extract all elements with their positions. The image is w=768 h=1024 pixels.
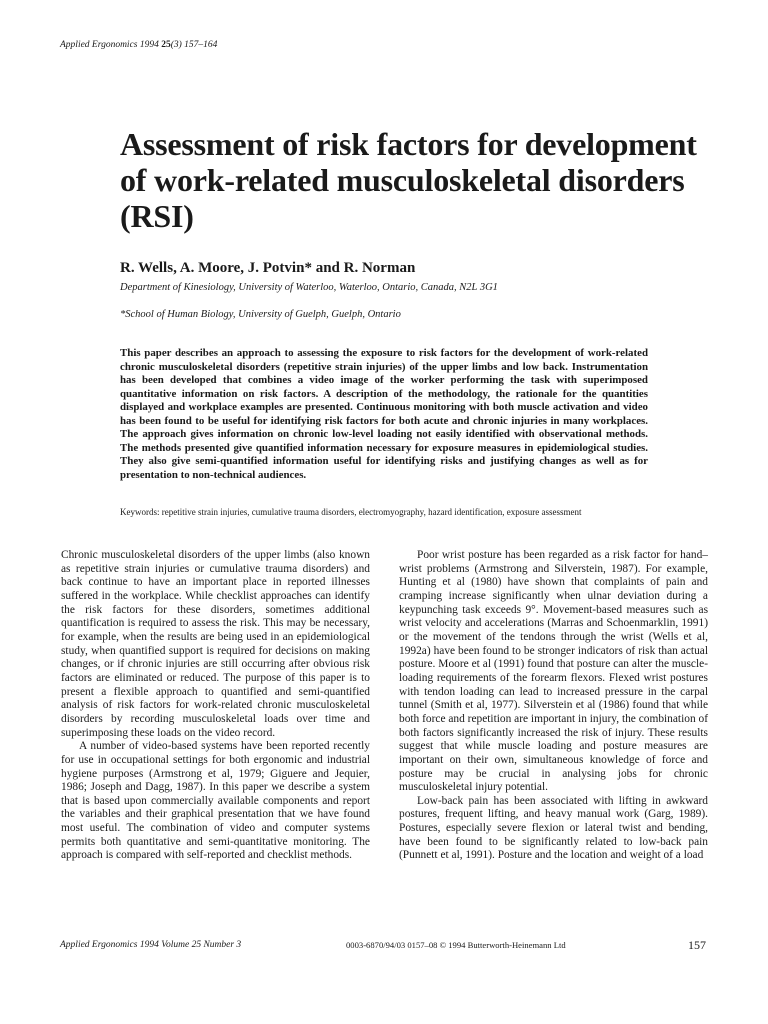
footer-copyright: 0003-6870/94/03 0157–08 © 1994 Butterworth-Heinemann Ltd	[346, 940, 566, 950]
running-head-issue-pages: (3) 157–164	[170, 40, 218, 50]
running-head-journal: Applied Ergonomics 1994	[60, 40, 159, 50]
affiliation-secondary: *School of Human Biology, University of Guelph, Guelph, Ontario	[120, 309, 401, 320]
footer-journal: Applied Ergonomics 1994 Volume 25 Number 3	[60, 940, 242, 950]
abstract: This paper describes an approach to assessing the exposure to risk factors for the development of work-related chronic musculoskeletal disorders (repetitive strain injuries) of the upper limbs and low back. Instrumentation has been developed that combines a video image of the worker performing the task with superimposed quantitative information on risk factors. A description of the methodology, the rationale for the quantities displayed and workplace examples are presented. Continuous monitoring with both muscle activation and video has been found to be useful for identifying risk factors for both acute and chronic injuries in many workplaces. The approach gives information on chronic low-level loading not easily identified with observational methods. The methods presented give quantified information necessary for exposure measures in epidemiological studies. They also give semi-quantified information useful for identifying risks and justifying changes as well as for presentation to non-technical audiences.	[120, 347, 648, 481]
author-list: R. Wells, A. Moore, J. Potvin* and R. Norman	[120, 260, 416, 276]
body-column-left	[61, 549, 370, 863]
affiliation-primary: Department of Kinesiology, University of Waterloo, Waterloo, Ontario, Canada, N2L 3G1	[120, 282, 498, 293]
keywords-label: Keywords:	[120, 507, 160, 517]
article-title: Assessment of risk factors for development of work-related musculoskeletal disorders (RSI)	[120, 126, 697, 234]
running-head-volume: 25	[161, 40, 171, 50]
page-number: 157	[688, 938, 706, 952]
keywords-text: repetitive strain injuries, cumulative trauma disorders, electromyography, hazard identification, exposure assessment	[161, 507, 582, 517]
body-paragraph: A number of video-based systems have been reported recently for use in occupational settings for both ergonomic and industrial hygiene purposes (Armstrong et al, 1979; Giguere and Jequier, 1986; Joseph and Dagg, 1987). In this paper we describe a system that is based upon commercially available components and report the variables and their graphical presentation that we have found most useful. The combination of video and computer systems permits both quantitative and semi-quantitative monitoring. The approach is compared with self-reported and checklist methods.	[61, 740, 370, 862]
body-column-right	[399, 549, 708, 863]
body-paragraph: Chronic musculoskeletal disorders of the upper limbs (also known as repetitive strain injuries or cumulative trauma disorders) and back continue to have an important place in reported illnesses suffered in the workplace. While checklist approaches can identify the risk factors for these disorders, sometimes additional quantification is required to assess the risk. This may be necessary, for example, when the results are being used in an epidemiological study, when quantified support is required for decisions on making changes, or if chronic injuries are still occurring after obvious risk factors are eliminated or reduced. The purpose of this paper is to present a flexible approach to quantified and semi-quantified analysis of risk factors for work-related chronic musculoskeletal disorders by recording musculoskeletal loads over time and superimposing these loads on the video record.	[61, 549, 370, 739]
running-head	[60, 40, 217, 50]
keywords	[120, 506, 650, 519]
body-paragraph: Poor wrist posture has been regarded as a risk factor for hand–wrist problems (Armstrong and Silverstein, 1987). For example, Hunting et al (1980) have shown that complaints of pain and cramping increase significantly when ulnar deviation during a keypunching task exceeds 9°. Movement-based measures such as wrist velocity and accelerations (Marras and Schoenmarklin, 1991) or the movement of the tendons through the wrist (Wells et al, 1992a) have been found to be stronger indicators of risk than actual posture. Moore et al (1991) found that posture can alter the muscle-loading requirements of the forearm flexors. Flexed wrist postures with tendon loading can lead to increased pressure in the carpal tunnel (Smith et al, 1977). Silverstein et al (1986) found that while both force and repetition are important in injury, the combination of both factors significantly increased the risk of injury. These results suggest that while muscle loading and posture measures are important on their own, simultaneous knowledge of force and posture may be crucial in analysing jobs for chronic musculoskeletal injury potential.	[399, 549, 708, 794]
body-paragraph: Low-back pain has been associated with lifting in awkward postures, frequent lifting, and heavy manual work (Garg, 1989). Postures, especially severe flexion or lateral twist and bending, have been found to be significantly related to low-back pain (Punnett et al, 1991). Posture and the location and weight of a load	[399, 794, 708, 862]
